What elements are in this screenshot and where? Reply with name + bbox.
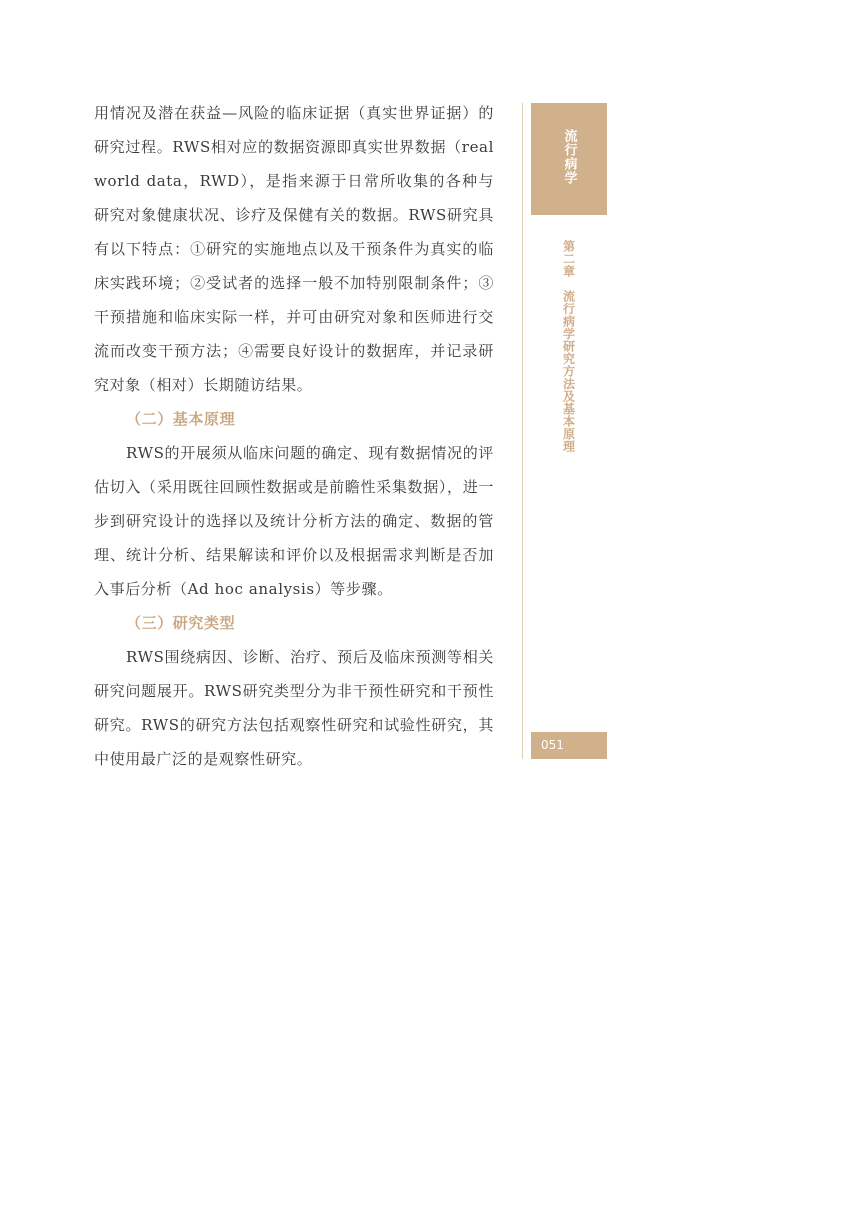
page-number: 051 — [541, 738, 564, 752]
sidebar-divider — [522, 103, 523, 759]
section-heading-principles: （二）基本原理 — [126, 410, 236, 428]
chapter-title: 第二章 流行病学研究方法及基本原理 — [561, 240, 576, 453]
paragraph-continued: 用情况及潜在获益—风险的临床证据（真实世界证据）的研究过程。RWS相对应的数据资源即真实世界数据（real world data，RWD），是指来源于日常所收集的各种与研究对象健康状况、诊疗及保健有关的数据。RWS研究具有以下特点：①研究的实施地点以及干预条件为真实的临床实践环境；②受试者的选择一般不加特别限制条件；③干预措施和临床实际一样，并可由研究对象和医师进行交流而改变干预方法；④需要良好设计的数据库，并记录研究对象（相对）长期随访结果。 — [94, 104, 494, 394]
paragraph-types: RWS围绕病因、诊断、治疗、预后及临床预测等相关研究问题展开。RWS研究类型分为非干预性研究和干预性研究。RWS的研究方法包括观察性研究和试验性研究，其中使用最广泛的是观察性研究。 — [94, 648, 494, 768]
paragraph-principles: RWS的开展须从临床问题的确定、现有数据情况的评估切入（采用既往回顾性数据或是前瞻性采集数据），进一步到研究设计的选择以及统计分析方法的确定、数据的管理、统计分析、结果解读和评价以及根据需求判断是否加入事后分析（Ad hoc analysis）等步骤。 — [94, 444, 494, 598]
section-title: 流行病学 — [561, 129, 577, 185]
section-heading-types: （三）研究类型 — [126, 614, 236, 632]
page-number-tab — [531, 732, 607, 759]
chapter-label — [531, 240, 607, 453]
section-tab — [531, 103, 607, 215]
main-text — [94, 96, 494, 776]
